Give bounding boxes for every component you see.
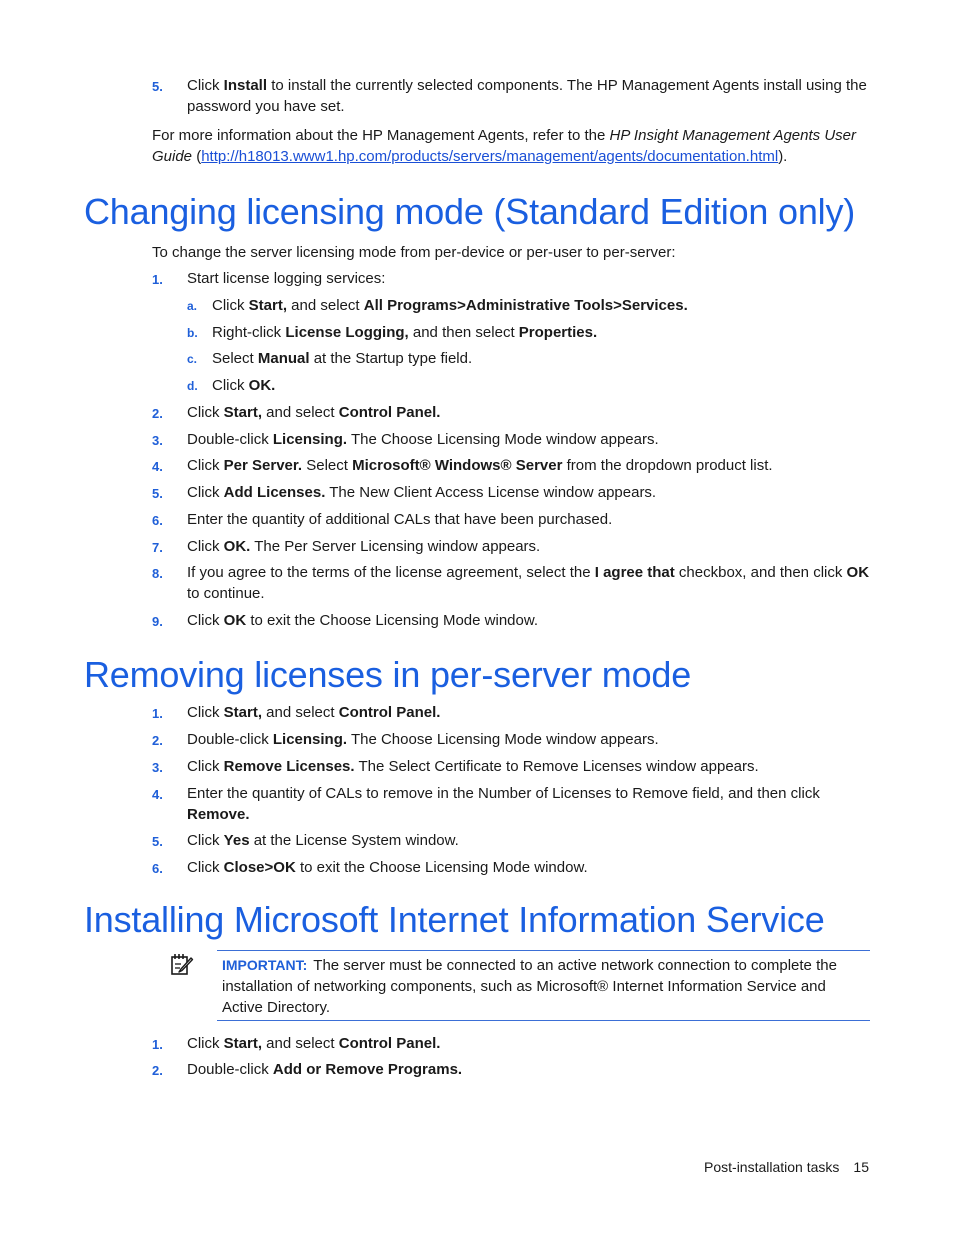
footer-section-title: Post-installation tasks xyxy=(704,1159,840,1175)
step-text: Click Start, and select Control Panel. xyxy=(187,704,441,721)
important-notice xyxy=(217,950,870,1021)
step-number: 5. xyxy=(152,486,163,501)
step-text: If you agree to the terms of the license agreement, select the I agree that checkbox, and then click OK to continue. xyxy=(187,564,870,602)
step-text: Right-click License Logging, and then select Properties. xyxy=(212,324,598,341)
section-heading-removing-licenses: Removing licenses in per-server mode xyxy=(84,654,692,695)
step-number: 3. xyxy=(152,760,163,775)
step-text: Enter the quantity of CALs to remove in the Number of Licenses to Remove field, and then click Remove. xyxy=(187,785,820,823)
list-item xyxy=(152,1059,872,1081)
list-item xyxy=(152,1033,872,1055)
list-item xyxy=(152,729,872,751)
list-item xyxy=(152,482,872,504)
sub-list-item xyxy=(187,348,877,370)
step-text: Select Manual at the Startup type field. xyxy=(212,350,473,367)
step-number: 8. xyxy=(152,566,163,581)
sub-list-item xyxy=(187,375,877,397)
step-text: Click Per Server. Select Microsoft® Windows® Server from the dropdown product list. xyxy=(187,457,773,474)
step-number: 7. xyxy=(152,540,163,555)
documentation-link[interactable]: http://h18013.www1.hp.com/products/servers/management/agents/documentation.html xyxy=(201,148,779,165)
step-text: Click Start, and select All Programs>Administrative Tools>Services. xyxy=(212,297,688,314)
step-number: 1. xyxy=(152,706,163,721)
step-number: 4. xyxy=(152,787,163,802)
list-item xyxy=(152,610,872,632)
step-text: Click Start, and select Control Panel. xyxy=(187,404,441,421)
step-number: 4. xyxy=(152,459,163,474)
page-number: 15 xyxy=(853,1159,869,1175)
step-number: 5. xyxy=(152,834,163,849)
list-item xyxy=(152,455,872,477)
step-text: Start license logging services: xyxy=(187,270,386,287)
list-item xyxy=(152,402,872,424)
list-item xyxy=(152,783,872,825)
step-number: c. xyxy=(187,352,198,366)
step-number: 6. xyxy=(152,861,163,876)
important-text: IMPORTANT: The server must be connected to an active network connection to complete the installation of networking components, such as Microsoft® Internet Information Service and Active Directory. xyxy=(222,957,837,1016)
section-heading-installing-iis: Installing Microsoft Internet Information Service xyxy=(84,899,825,940)
list-item xyxy=(152,429,872,451)
section-intro: To change the server licensing mode from per-device or per-user to per-server: xyxy=(152,244,676,261)
step-text: Click OK to exit the Choose Licensing Mode window. xyxy=(187,612,539,629)
list-item xyxy=(152,509,872,531)
sub-list-item xyxy=(187,295,877,317)
step-text: Click Add Licenses. The New Client Access License window appears. xyxy=(187,484,657,501)
step-text: Click Yes at the License System window. xyxy=(187,832,459,849)
list-item xyxy=(152,702,872,724)
notepad-pencil-icon xyxy=(170,952,194,976)
intro-step-5 xyxy=(152,75,872,117)
step-text: Click Close>OK to exit the Choose Licensing Mode window. xyxy=(187,859,588,876)
step-number: a. xyxy=(187,299,198,313)
step-number: b. xyxy=(187,326,198,340)
list-item xyxy=(152,857,872,879)
list-item xyxy=(152,268,872,290)
step-number: 5. xyxy=(152,79,163,94)
list-item xyxy=(152,756,872,778)
step-number: 1. xyxy=(152,272,163,287)
step-number: 3. xyxy=(152,433,163,448)
step-text: Click Start, and select Control Panel. xyxy=(187,1035,441,1052)
list-item xyxy=(152,562,872,604)
step-number: 2. xyxy=(152,733,163,748)
list-item xyxy=(152,536,872,558)
step-text: Click Install to install the currently selected components. The HP Management Agents install using the password you have set. xyxy=(187,77,867,115)
step-number: 2. xyxy=(152,406,163,421)
step-number: 6. xyxy=(152,513,163,528)
step-text: Click OK. The Per Server Licensing window appears. xyxy=(187,538,541,555)
list-item xyxy=(152,830,872,852)
step-number: d. xyxy=(187,379,198,393)
step-number: 9. xyxy=(152,614,163,629)
step-text: Double-click Add or Remove Programs. xyxy=(187,1061,463,1078)
page-footer xyxy=(704,1157,869,1177)
more-info-paragraph: For more information about the HP Management Agents, refer to the HP Insight Management Agents User Guide (http://h18013.www1.hp.com/products/servers/management/agents/documentation.html). xyxy=(152,127,856,165)
step-text: Click OK. xyxy=(212,377,276,394)
sub-list-item xyxy=(187,322,877,344)
step-text: Double-click Licensing. The Choose Licensing Mode window appears. xyxy=(187,731,659,748)
section-heading-licensing-mode: Changing licensing mode (Standard Edition only) xyxy=(84,191,856,232)
step-number: 2. xyxy=(152,1063,163,1078)
step-text: Double-click Licensing. The Choose Licensing Mode window appears. xyxy=(187,431,659,448)
important-label: IMPORTANT: xyxy=(222,957,308,973)
step-text: Enter the quantity of additional CALs that have been purchased. xyxy=(187,511,613,528)
step-text: Click Remove Licenses. The Select Certificate to Remove Licenses window appears. xyxy=(187,758,759,775)
step-number: 1. xyxy=(152,1037,163,1052)
